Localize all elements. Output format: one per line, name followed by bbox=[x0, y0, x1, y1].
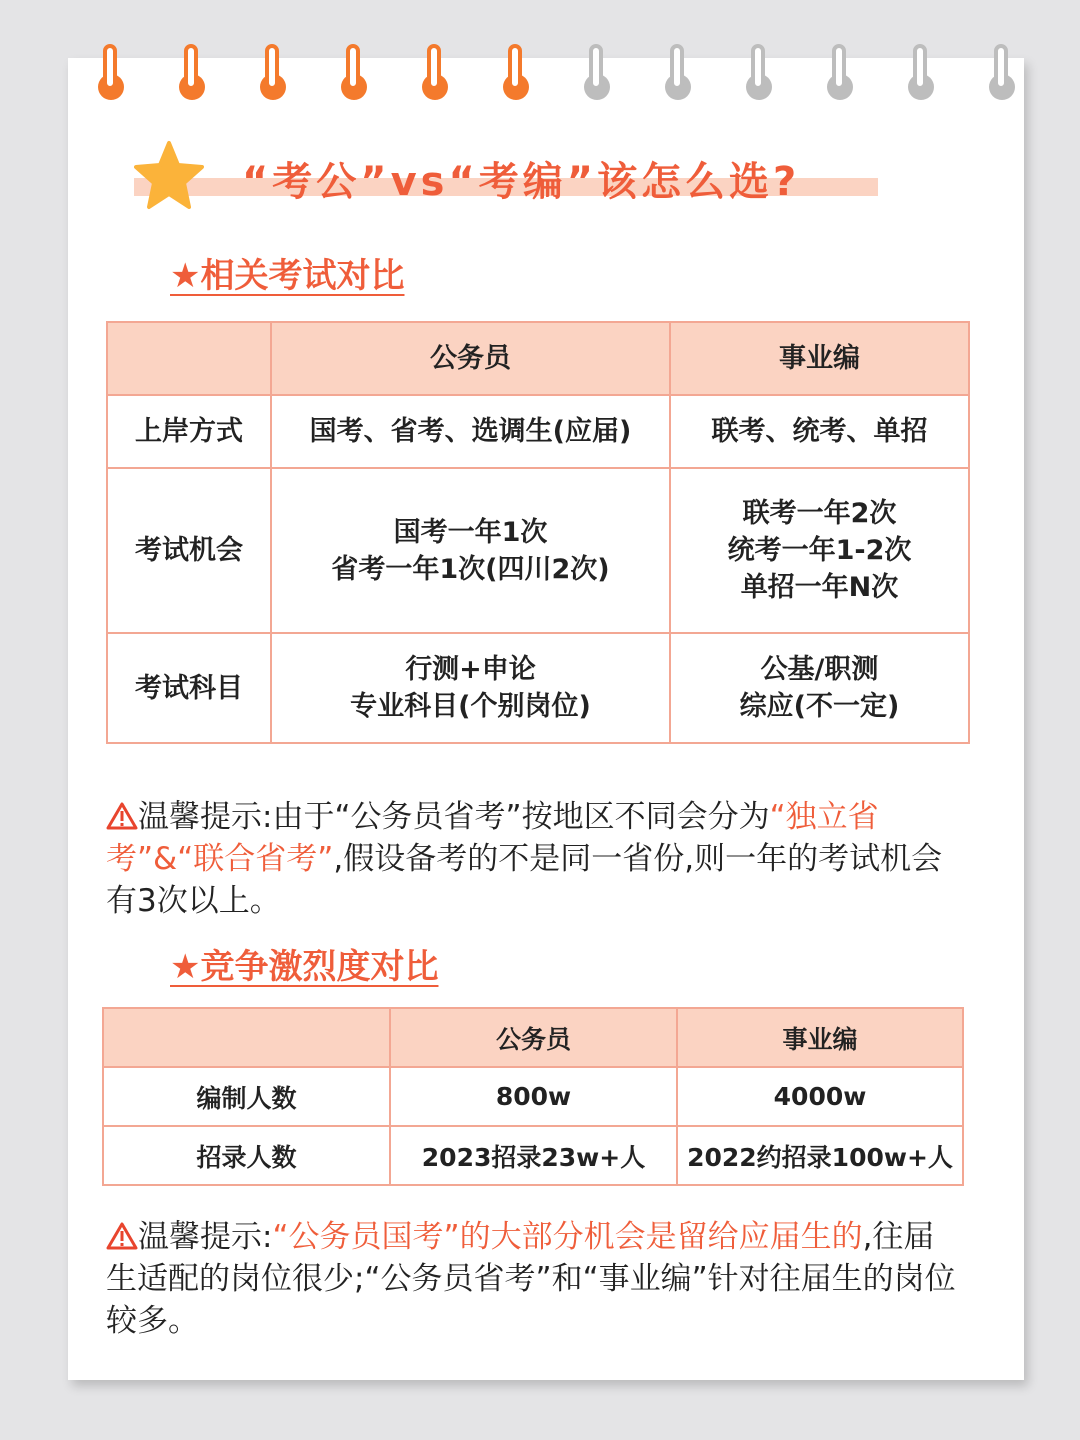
section-heading-exam-comparison: ★相关考试对比 bbox=[170, 256, 405, 296]
header-cell-civil-servant: 公务员 bbox=[390, 1008, 677, 1067]
table-header-row bbox=[107, 322, 969, 395]
header-cell-institution: 事业编 bbox=[677, 1008, 963, 1067]
civil-cell bbox=[271, 633, 670, 743]
tip-suffix: ,往届生适配的岗位很少;“公务员省考”和“事业编”针对往届生的岗位较多。 bbox=[106, 1219, 956, 1339]
binder-ring-icon bbox=[663, 44, 693, 100]
tip-highlight: “公务员国考”的大部分机会是留给应届生的 bbox=[272, 1219, 863, 1255]
cell-line: 国考一年1次 bbox=[393, 516, 548, 548]
institution-cell: 2022约招录100w+人 bbox=[677, 1126, 963, 1185]
warning-icon bbox=[106, 1221, 138, 1251]
tip-graduate-positions bbox=[106, 1216, 956, 1342]
header-cell-civil-servant: 公务员 bbox=[271, 322, 670, 395]
row-label: 考试科目 bbox=[107, 633, 271, 743]
binder-ring-icon bbox=[825, 44, 855, 100]
cell-line: 专业科目(个别岗位) bbox=[350, 691, 591, 722]
cell-line: 国考、省考、选调生(应届) bbox=[309, 416, 632, 447]
binder-rings bbox=[0, 0, 1080, 110]
cell-line: 综应(不一定) bbox=[739, 691, 900, 722]
header-cell-empty bbox=[103, 1008, 390, 1067]
civil-cell bbox=[271, 395, 670, 468]
civil-cell: 2023招录23w+人 bbox=[390, 1126, 677, 1185]
institution-cell: 4000w bbox=[677, 1067, 963, 1126]
table-row bbox=[107, 468, 969, 633]
civil-cell: 800w bbox=[390, 1067, 677, 1126]
row-label: 上岸方式 bbox=[107, 395, 271, 468]
cell-line: 统考一年1-2次 bbox=[727, 535, 912, 566]
binder-ring-icon bbox=[177, 44, 207, 100]
binder-ring-icon bbox=[906, 44, 936, 100]
exam-comparison-table bbox=[106, 321, 970, 744]
warning-icon bbox=[106, 801, 138, 831]
competition-table bbox=[102, 1007, 964, 1186]
binder-ring-icon bbox=[501, 44, 531, 100]
cell-line: 省考一年1次(四川2次) bbox=[331, 553, 610, 585]
binder-ring-icon bbox=[582, 44, 612, 100]
header-cell-institution: 事业编 bbox=[670, 322, 969, 395]
tip-exam-opportunities bbox=[106, 796, 956, 922]
title-text: “考公”vs“考编”该怎么选? bbox=[242, 159, 801, 205]
civil-cell bbox=[271, 468, 670, 633]
institution-cell bbox=[670, 468, 969, 633]
page-title bbox=[134, 140, 894, 210]
row-label: 编制人数 bbox=[103, 1067, 390, 1126]
row-label: 招录人数 bbox=[103, 1126, 390, 1185]
star-icon bbox=[134, 140, 204, 210]
tip-highlight: “独立省考”&“联合省考” bbox=[106, 799, 879, 877]
tip-prefix: 温馨提示:由于“公务员省考”按地区不同会分为 bbox=[138, 799, 770, 835]
institution-cell bbox=[670, 633, 969, 743]
header-cell-empty bbox=[107, 322, 271, 395]
table-row bbox=[107, 395, 969, 468]
binder-ring-icon bbox=[339, 44, 369, 100]
binder-ring-icon bbox=[987, 44, 1017, 100]
cell-line: 联考一年2次 bbox=[742, 498, 897, 529]
cell-line: 公基/职测 bbox=[760, 654, 879, 685]
binder-ring-icon bbox=[96, 44, 126, 100]
cell-line: 联考、统考、单招 bbox=[711, 416, 928, 447]
tip-suffix: ,假设备考的不是同一省份,则一年的考试机会有3次以上。 bbox=[106, 841, 943, 919]
cell-line: 单招一年N次 bbox=[740, 572, 899, 603]
table-row bbox=[103, 1126, 963, 1185]
section-heading-competition: ★竞争激烈度对比 bbox=[170, 947, 439, 987]
binder-ring-icon bbox=[420, 44, 450, 100]
binder-ring-icon bbox=[744, 44, 774, 100]
cell-line: 行测+申论 bbox=[405, 654, 536, 685]
table-row bbox=[103, 1067, 963, 1126]
institution-cell bbox=[670, 395, 969, 468]
table-header-row bbox=[103, 1008, 963, 1067]
row-label: 考试机会 bbox=[107, 468, 271, 633]
table-row bbox=[107, 633, 969, 743]
binder-ring-icon bbox=[258, 44, 288, 100]
tip-prefix: 温馨提示: bbox=[138, 1219, 273, 1255]
